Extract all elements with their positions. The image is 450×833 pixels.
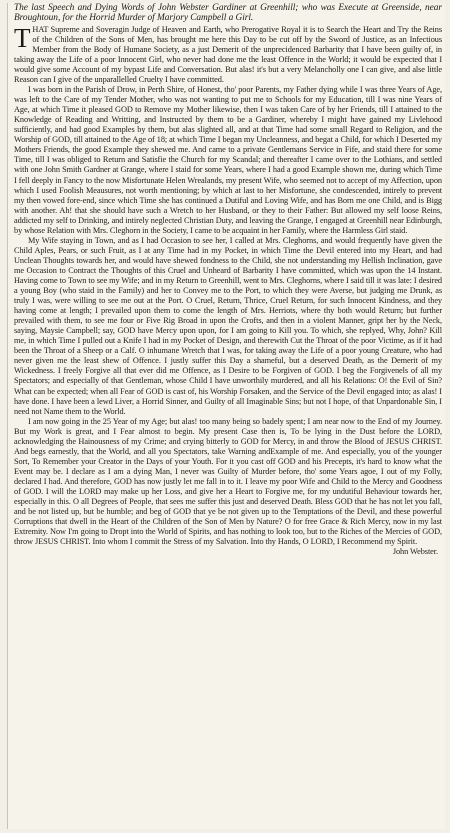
broadside-body [14,22,442,557]
paragraph-repentance: I am now going in the 25 Year of my Age; but alas! too many being so badely spent; I am near now to the End of my Journey. But my Work is great, and I Fear almost to begin. My present Case then is, To be lying in the Dust before the LORD, acknowledging the Hainousness of my Crime; and crying bitterly to GOD for Mercy, in and throw the Blood of JESUS CHRIST. And begs earnestly, that the World, and all you Spectators, take Warning andExample of me. And especially, you of the younger Sort, To Remember your Creator in the Days of your Youth. For it you cast off GOD and his Precepts, it's hard to know what the Event may be. I declare as I am a dying Man, I never was Guilty of Murder before, tho' some Years agoe, I out of my Folly, declared I had. And therefore, GOD has now justly let me fall in to it. I leave my poor Wife and Child to the Mercy and Goodness of GOD. I will the LORD may make up her Loss, and give her a Heart to Forgive me, for my undutiful Behaviour towards her, especially in this. O all Degrees of People, that sees me suffer this just and deserved Death. Bless GOD that he has not let you fall, and be not listed up, but be humble; and beg of GOD that ye be not given up to the Temptations of the Devil, and these powerful Corruptions that dwell in the Heart of the Children of the Son of Men by Nature? O for free Grace & Rich Mercy, now in my last Extremity. Now I'm going to Dropt into the World of Spirits, and has nothing to look too, but to the Riches of the Mercies of GOD, throw JESUS CHRIST. Into whom I commit the Stress of my Salvation. Into thy Hands, O LORD, I Recommend my Spirit. [14,416,442,547]
broadside-sheet [7,3,445,829]
paragraph-opening [14,22,442,85]
paragraph-the-murder: My Wife staying in Town, and as I had Occasion to see her, I called at Mrs. Cleghorns, and would frequently have given the Child Aples, Pears, or such Fruit, as I at any Time had in my Pocket, in which Time the Devil entered into my Heart, and had Unclean Thoughts towards her, and would have shewed fondness to the Child, she not understanding my Hellish Inclination, gave me Occasion to Contract the Thoughts of this Cruel and Unheard of Barbarity I have committed, which was upon the 14 Instant. Having come to Town to see my Wife; and in my Return to Greenhill, went to Mrs. Cleghorns, where I said till it was late: I desired a young Boy (who staid in the Family) and her to Convey me to the Port, to which they were Averse, but judging me Drunk, as truly I was, were willing to see me out at the Port. O Cruel, Return, Thrice, Cruel Return, for such Innocent Kindness, and they having come at length; I prevailed upon them to come the length of Mrs. Herriots, where thy both would Return; but further prevailed with them, to see me four or Five Rig Broad in upon the Crofts, and then in a violent Manner, gript her by the Neck, saying, Maysie Campbell; say, GOD have Mercy upon upon, for I am going to Kill you. To which, she replyed, Why, John? Kill me, in which Time I pulled out a Knife I had in my Pocket of Design, and therewith Cut the Throat of the poor Victime, as if it had been the Throat of a Sheep or a Calf. O inhumane Wretch that I was, for taking away the Life of a poor young Creature, who had never given me the least shew of Offence. I justly suffer this Day a shameful, but a deserved Death, as the Demerit of my Wickedness. I freely Forgive all that ever did me Offence, as I Desire to be Forgiven of GOD. I beg the Forgivenels of all my Spectators; and especially of that Gentleman, whose Child I have unworthily murdered, and all his Relations: O! the Evil of Sin? What can be expected; when all Fear of GOD is cast of, his Worship Forsaken, and the Service of the Devil engaged into; as alas! I have done. I have been a lewd Liver, a Horrid Sinner, and Guilty of all Imaginable Sins; but not I hope, of that Unpardonable Sin, I need not Name them to the World. [14,235,442,416]
paragraph-life-history: I was born in the Parish of Drow, in Perth Shire, of Honest, tho' poor Parents, my Father dying while I was three Years of Age, was left to the Care of my Tender Mother, who was not wanting to put me to Schools for my Education, till I was nine Years of Age, at which Time it pleased GOD to Remove my Mother likewise, then I was taken Care of by her Friends, till I attained to the Knowledge of Reading and Writting, and Instructed by them to be a Gardiner, whereby I might have gained my Livlehood sufficiently, and had good Examples by them, but alas slighted all, and at that Time had some small Regard to Religion, and the Worship of GOD, till attained to the Age of 18; at which Time I began my Uncleanness, and begat a Child, for which I Deserted my Mothers Friends, the good Example they shewed me. And came to a private Gentlemans Service in Fife, and staid there for some Time, till I was obliged to Return and Satisfie the Church for my Scandal; and thereafter I came over to the Lothians, and settled with one John Smith Gardner at Grange, where I staid for some Years, where I had a good Example shown me, during which Time I fell deeply in Fancy to the now Misfortunate Helen Wrealands, my present Wife, who seemed not to accept of my Affection, upon which I used Foolish Meausures, not worth mentioning; by which at last to her Misfortune, she condescended, intirely to prevent my then vowed fore-end, since which Time she has continued a Dutiful and Loving Wife, and has Born me one Child, and is Bigg with another. Ah! that she should have such a Wretch to her Husband, or they to their Father: But allowed my self loose Reins, addicted my self to Drinking, and intirely neglected Christian Duty, and leaving the Grange, I engaged at Greenhill near Edinburgh, by whose Relation with Mrs. Cleghorn in the Society, I came to be acquaint in her Family, where the Harmless Girl staid. [14,85,442,235]
drop-cap: T [14,22,31,53]
broadside-title: The last Speech and Dying Words of John Webster Gardiner at Greenhill; who was Execute at Greenside, near Broughtoun, for the Horrid Murder of Marjory Campbell a Girl. [14,3,442,24]
signature: John Webster. [392,547,438,557]
paragraph-opening-text: HAT Supreme and Soveragin Judge of Heaven and Earth, who Prerogative Royal it is to Search the Heart and Try the Reins of the Children of the Sons of Men, has brought me here this Day to be cut off by the Sword of Justice, as an Infectious Member from the Body of Humane Society, as a just Demerit of the unprecidenced Barbarity that I have been guilty of, in taking away the Life of a poor Innocent Girl, who never had done me the least Offence in the World; it would be expected that I would give some Account of my bypast Life and Conversation. But alas! it's but a very Melancholly one I can give, and alse little Reason can I give of the unparallelled Cruelty I have committed. [14,24,442,85]
